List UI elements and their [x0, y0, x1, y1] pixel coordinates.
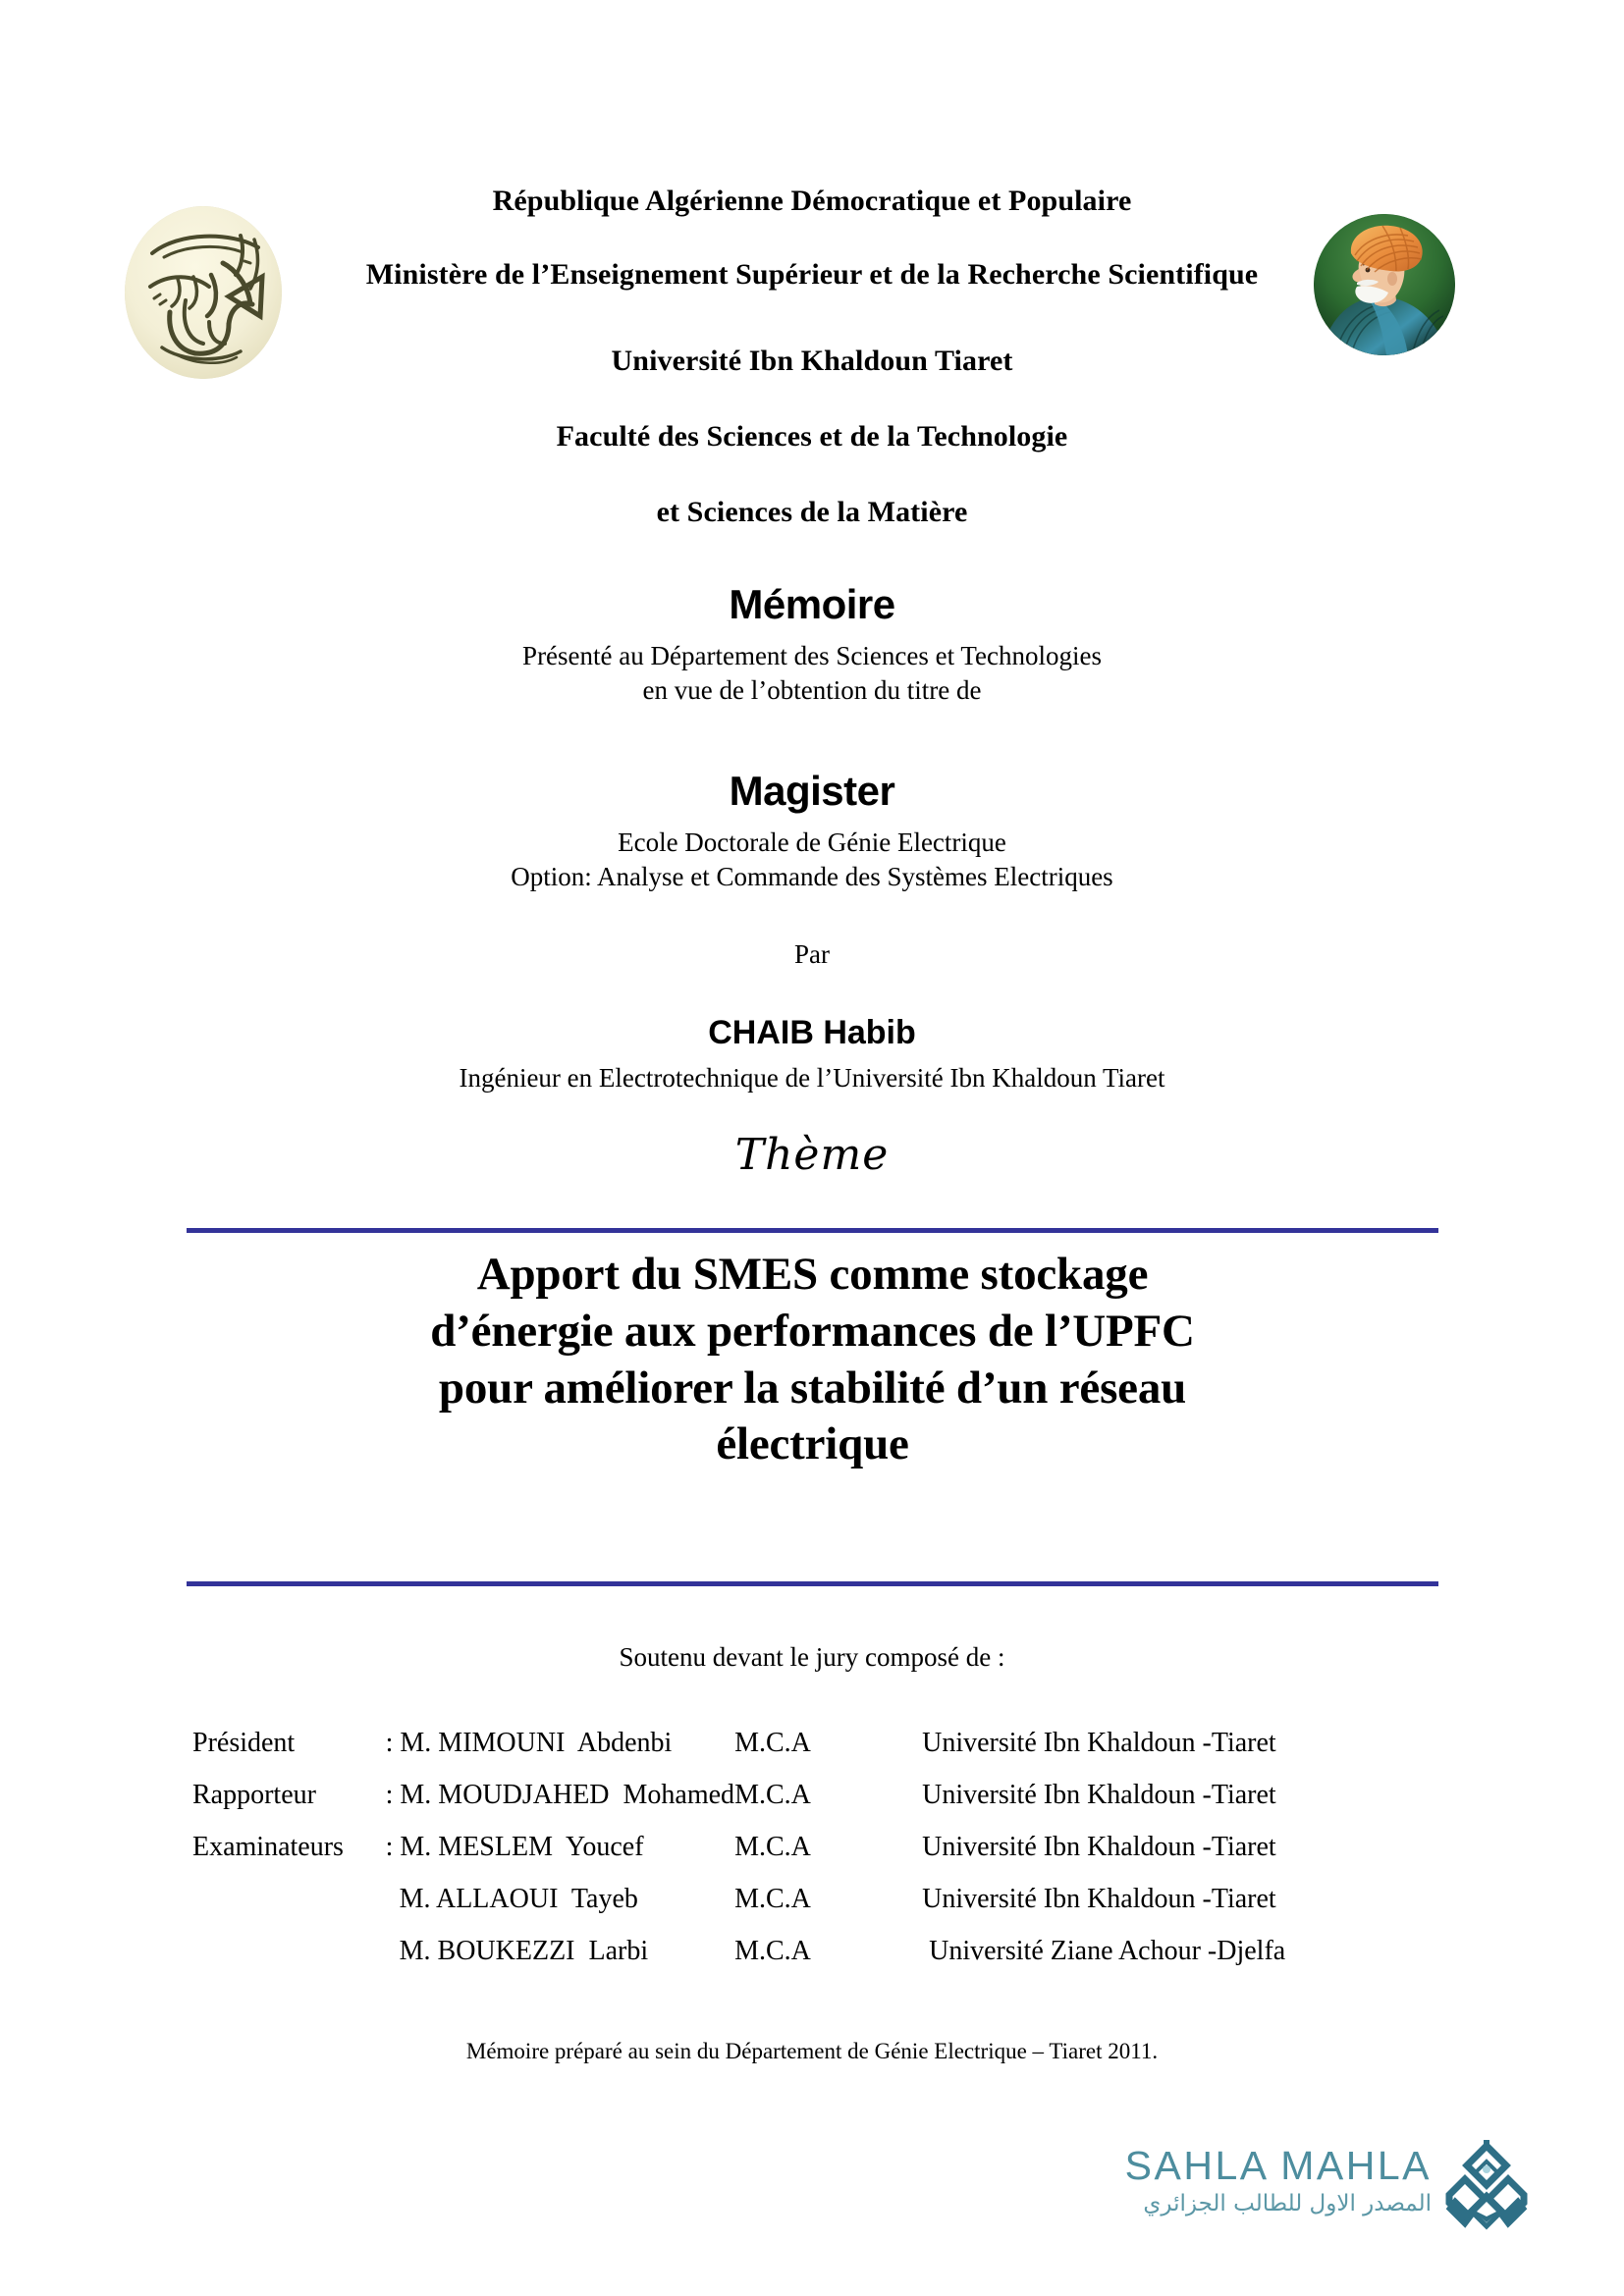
jury-table — [192, 1728, 1449, 1988]
jury-university: Université Ziane Achour -Djelfa — [922, 1936, 1286, 1966]
jury-name: : M. MIMOUNI Abdenbi — [385, 1728, 673, 1758]
header-country-line: République Algérienne Démocratique et Populaire — [492, 185, 1132, 217]
jury-role — [192, 1936, 386, 1988]
table-row — [192, 1832, 1449, 1884]
jury-intro-text: Soutenu devant le jury composé de : — [619, 1642, 1005, 1672]
by-label — [0, 937, 1624, 972]
author-name: CHAIB Habib — [708, 1014, 916, 1051]
jury-name: : M. MOUDJAHED Mohamed — [385, 1780, 735, 1810]
thesis-title — [187, 1247, 1438, 1473]
jury-role — [192, 1884, 386, 1936]
header-university-line: Université Ibn Khaldoun Tiaret — [611, 345, 1013, 377]
jury-grade: M.C.A — [734, 1728, 811, 1758]
jury-university: Université Ibn Khaldoun -Tiaret — [922, 1728, 1276, 1758]
thesis-title-line-3: pour améliorer la stabilité d’un réseau — [438, 1362, 1187, 1414]
author-section — [0, 1016, 1624, 1095]
jury-name: M. BOUKEZZI Larbi — [385, 1936, 649, 1966]
jury-role: Président — [192, 1728, 296, 1758]
jury-name: M. ALLAOUI Tayeb — [385, 1884, 638, 1914]
thesis-title-line-2: d’énergie aux performances de l’UPFC — [430, 1305, 1195, 1357]
jury-university: Université Ibn Khaldoun -Tiaret — [922, 1832, 1276, 1862]
preparation-footnote: Mémoire préparé au sein du Département de Génie Electrique – Tiaret 2011. — [465, 2039, 1159, 2063]
jury-grade: M.C.A — [734, 1780, 811, 1810]
table-row — [192, 1780, 1449, 1832]
magister-subline-1: Ecole Doctorale de Génie Electrique — [618, 828, 1006, 857]
table-row — [192, 1728, 1449, 1780]
author-qualification: Ingénieur en Electrotechnique de l’Université Ibn Khaldoun Tiaret — [459, 1063, 1165, 1093]
theme-label-text: Thème — [734, 1130, 890, 1180]
memoire-heading: Mémoire — [729, 581, 895, 627]
magister-subline-2: Option: Analyse et Commande des Systèmes Electriques — [511, 862, 1113, 892]
header-faculty-line: Faculté des Sciences et de la Technologie — [556, 420, 1068, 453]
jury-university: Université Ibn Khaldoun -Tiaret — [922, 1780, 1276, 1810]
table-row — [192, 1884, 1449, 1936]
jury-role: Rapporteur — [192, 1780, 316, 1810]
title-bottom-rule — [187, 1581, 1438, 1586]
memoire-subline-1: Présenté au Département des Sciences et Technologies — [522, 641, 1102, 670]
jury-grade: M.C.A — [734, 1832, 811, 1862]
memoire-section — [0, 581, 1624, 708]
jury-grade: M.C.A — [734, 1884, 811, 1914]
watermark-brand-text: SAHLA MAHLA — [1124, 2143, 1432, 2188]
thesis-title-line-4: électrique — [716, 1418, 909, 1470]
table-row — [192, 1936, 1449, 1988]
institution-header — [0, 187, 1624, 527]
sahla-mahla-watermark — [1108, 2143, 1530, 2264]
title-top-rule — [187, 1228, 1438, 1233]
magister-section — [0, 768, 1624, 894]
memoire-subline-2: en vue de l’obtention du titre de — [642, 675, 982, 706]
jury-name: : M. MESLEM Youcef — [385, 1832, 644, 1862]
thesis-title-line-1: Apport du SMES comme stockage — [476, 1249, 1149, 1300]
jury-grade: M.C.A — [734, 1936, 811, 1966]
by-label-text: Par — [794, 939, 830, 969]
theme-label — [0, 1130, 1624, 1180]
jury-university: Université Ibn Khaldoun -Tiaret — [922, 1884, 1276, 1914]
watermark-arabic-tagline: المصدر الاول للطالب الجزائري — [1143, 2191, 1432, 2216]
jury-role: Examinateurs — [192, 1832, 344, 1862]
header-department-line: et Sciences de la Matière — [656, 496, 968, 528]
header-ministry-line: Ministère de l’Enseignement Supérieur et de la Recherche Scientifique — [365, 258, 1259, 291]
magister-heading: Magister — [729, 768, 895, 814]
geometric-ornament-icon — [1441, 2140, 1532, 2238]
